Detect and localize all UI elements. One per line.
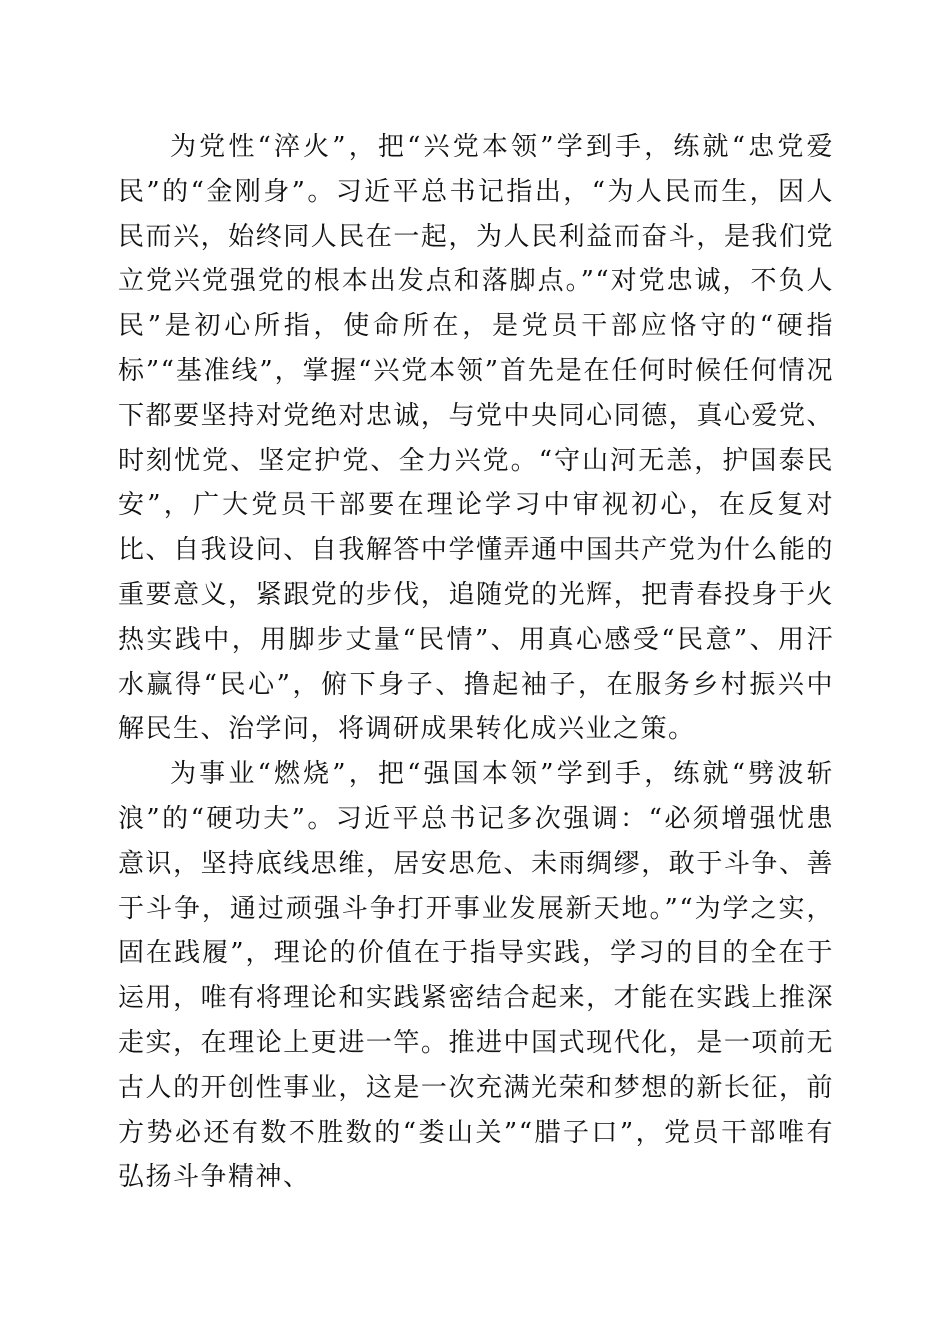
paragraph-2: 为事业“燃烧”，把“强国本领”学到手，练就“劈波斩浪”的“硬功夫”。习近平总书记多次强调：“必须增强忧患意识，坚持底线思维，居安思危、未雨绸缪，敢于斗争、善于斗争，通过顽强斗争打开事业发展新天地。”“为学之实，固在践履”，理论的价值在于指导实践，学习的目的全在于运用，唯有将理论和实践紧密结合起来，才能在实践上推深走实，在理论上更进一竿。推进中国式现代化，是一项前无古人的开创性事业，这是一次充满光荣和梦想的新长征，前方势必还有数不胜数的“娄山关”“腊子口”，党员干部唯有弘扬斗争精神、	[118, 759, 834, 1193]
document-body	[118, 125, 834, 1200]
paragraph-1: 为党性“淬火”，把“兴党本领”学到手，练就“忠党爱民”的“金刚身”。习近平总书记指出，“为人民而生，因人民而兴，始终同人民在一起，为人民利益而奋斗，是我们党立党兴党强党的根本出发点和落脚点。”“对党忠诚，不负人民”是初心所指，使命所在，是党员干部应恪守的“硬指标”“基准线”，掌握“兴党本领”首先是在任何时候任何情况下都要坚持对党绝对忠诚，与党中央同心同德，真心爱党、时刻忧党、坚定护党、全力兴党。“守山河无恙，护国泰民安”，广大党员干部要在理论学习中审视初心，在反复对比、自我设问、自我解答中学懂弄通中国共产党为什么能的重要意义，紧跟党的步伐，追随党的光辉，把青春投身于火热实践中，用脚步丈量“民情”、用真心感受“民意”、用汗水赢得“民心”，俯下身子、撸起袖子，在服务乡村振兴中解民生、治学问，将调研成果转化成兴业之策。	[118, 132, 834, 745]
